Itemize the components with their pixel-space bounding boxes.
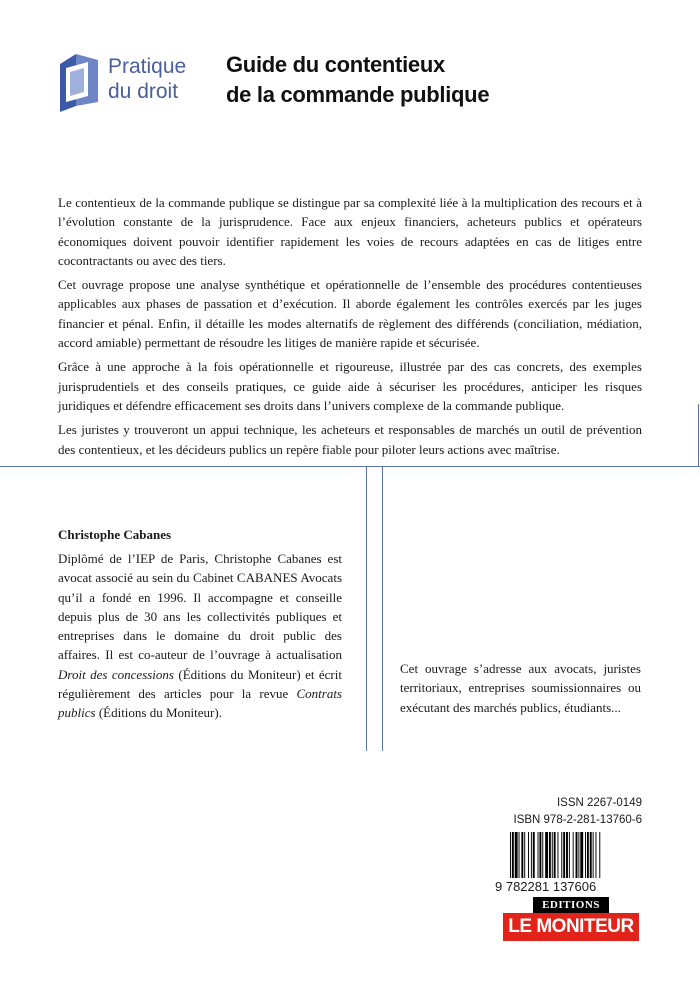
author-bio-text: (Éditions du Moniteur) et écrit régulièrement des articles pour la revue [58,666,342,702]
series-logo-text [108,54,186,104]
author-bio-book-title: Droit des concessions [58,666,174,682]
book-title-line1: Guide du contentieux [226,52,445,77]
barcode-digits: 9 782281 137606 [495,879,597,894]
summary-paragraph: Cet ouvrage propose une analyse synthétique et opérationnelle de l’ensemble des procédures contentieuses applicables aux phases de passation et d’exécution. Il aborde également les contrôles exercés par les juges financier et pénal. Enfin, il détaille les modes alternatifs de règlement des différends (conciliation, médiation, accord amiable) permettant de résoudre les litiges de manière rapide et sécurisée. [58,277,642,351]
right-edge-divider [698,404,699,466]
publisher-logo-top: EDITIONS [533,897,609,913]
author-bio [58,549,342,723]
author-bio-journal-title: Contrats publics [58,686,342,721]
book-title-line2: de la commande publique [226,82,490,107]
summary-paragraph: Grâce à une approche à la fois opérationnelle et rigoureuse, illustrée par des cas concrets, des exemples jurisprudentiels et des conseils pratiques, ce guide aide à sécuriser les procédures, anticiper les risques juridiques et défendre efficacement ses droits dans l’univers complexe de la commande publique. [58,359,642,413]
publisher-logo [503,897,639,941]
book-title [226,50,489,110]
back-cover-summary [58,193,642,464]
series-logo-icon [58,50,102,114]
isbn: ISBN 978-2-281-13760-6 [513,814,642,826]
author-name: Christophe Cabanes [58,527,172,542]
series-logo [58,50,208,114]
vertical-divider-left [366,466,367,751]
horizontal-divider [0,466,700,467]
series-logo-line1: Pratique [108,55,187,78]
issn: ISSN 2267-0149 [556,797,642,809]
series-logo-line2: du droit [108,80,179,103]
vertical-divider-right [382,466,383,751]
author-bio-text: Diplômé de l’IEP de Paris, Christophe Cabanes est avocat associé au sein du Cabinet CABANES Avocats qu’il a fondé en 1996. Il accompagne et conseille depuis plus de 30 ans les collectivités publiques et entreprises dans le domaine du droit public des affaires. Il est co-auteur de l’ouvrage à actualisation [58,551,342,663]
summary-paragraph: Le contentieux de la commande publique se distingue par sa complexité liée à la multiplication des recours et à l’évolution constante de la jurisprudence. Face aux enjeux financiers, acheteurs publics et opérateurs économiques doivent pouvoir identifier rapidement les voies de recours adaptées en cas de litiges entre cocontractants ou avec des tiers. [58,195,642,268]
publisher-logo-bottom: LE MONITEUR [503,913,639,941]
author-bio-text: (Éditions du Moniteur). [95,705,222,721]
target-audience: Cet ouvrage s’adresse aux avocats, juristes territoriaux, entreprises soumissionnaires ou exécutant des marchés publics, étudiants... [400,661,641,715]
summary-paragraph: Les juristes y trouveront un appui technique, les acheteurs et responsables de marchés un outil de prévention des contentieux, et les décideurs publics un repère fiable pour piloter leurs actions avec maîtrise. [58,422,642,457]
